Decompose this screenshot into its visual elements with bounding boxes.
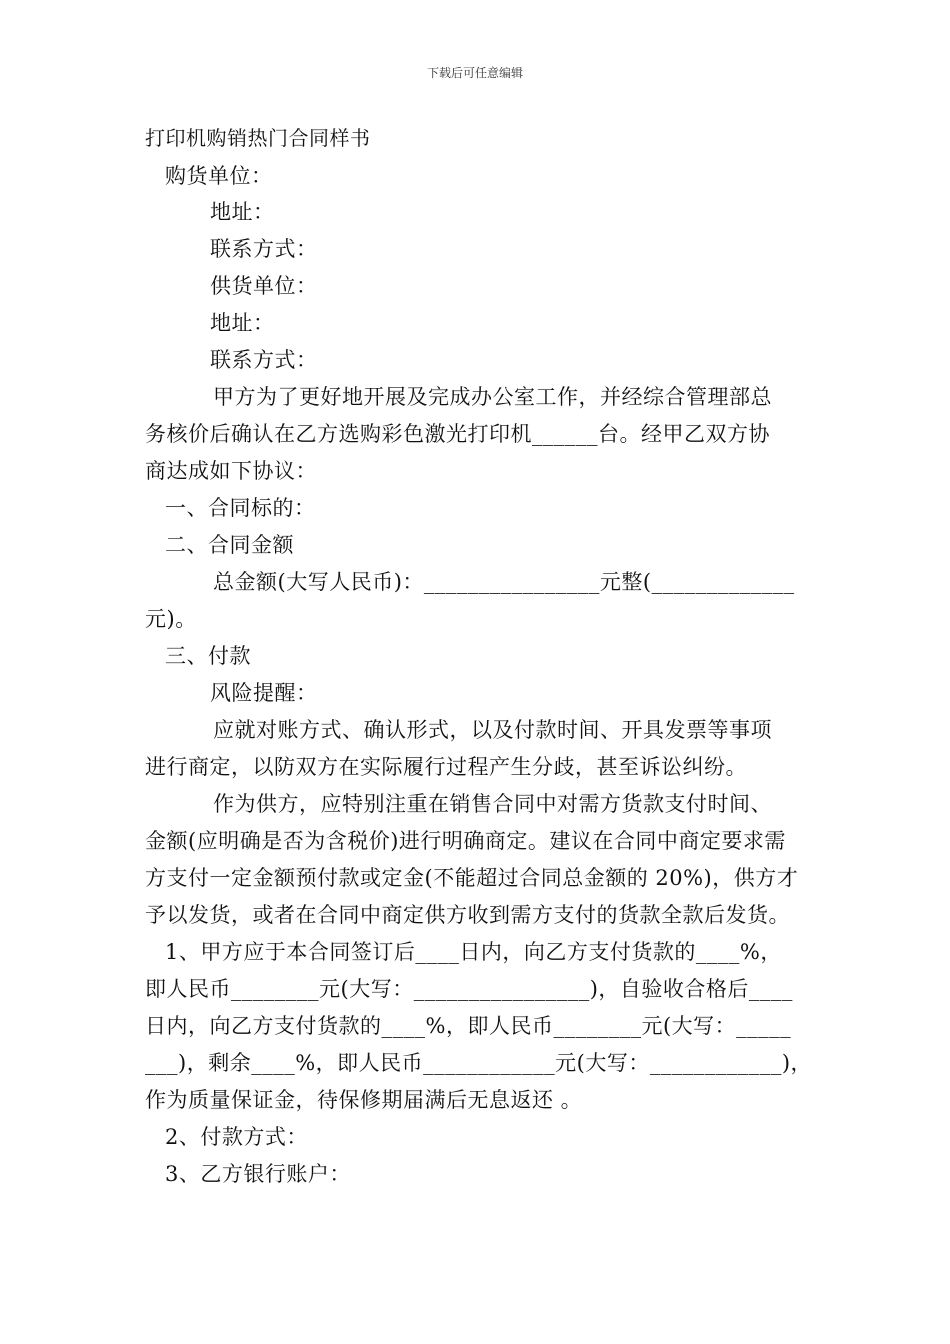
supplier-contact-line: 联系方式： — [210, 348, 318, 372]
supplier-unit-line: 供货单位： — [210, 274, 318, 298]
clause-line: 3、乙方银行账户： — [165, 1162, 351, 1186]
paragraph-line: 应就对账方式、确认形式，以及付款时间、开具发票等事项 — [213, 718, 772, 742]
paragraph-line: 元)。 — [145, 607, 197, 631]
paragraph-line: 务核价后确认在乙方选购彩色激光打印机______台。经甲乙双方协 — [145, 422, 770, 446]
buyer-contact-line: 联系方式： — [210, 237, 318, 261]
paragraph-line: 进行商定，以防双方在实际履行过程产生分歧，甚至诉讼纠纷。 — [145, 755, 747, 779]
clause-line: ___)，剩余____%，即人民币____________元(大写：____________)， — [145, 1051, 813, 1075]
section-heading: 一、合同标的： — [165, 496, 316, 520]
section-heading: 二、合同金额 — [165, 533, 294, 557]
risk-warning-heading: 风险提醒： — [210, 681, 318, 705]
section-heading: 三、付款 — [165, 644, 251, 668]
page-header: 下载后可任意编辑 — [426, 66, 523, 80]
document-title: 打印机购销热门合同样书 — [145, 126, 371, 150]
paragraph-line: 金额(应明确是否为含税价)进行明确商定。建议在合同中商定要求需 — [145, 829, 786, 853]
paragraph-line: 予以发货，或者在合同中商定供方收到需方支付的货款全款后发货。 — [145, 903, 790, 927]
clause-line: 2、付款方式： — [165, 1125, 308, 1149]
supplier-address-line: 地址： — [210, 311, 275, 335]
paragraph-line: 总金额(大写人民币)：________________元整(_____________ — [213, 570, 795, 594]
clause-line: 即人民币________元(大写：________________)，自验收合格后____ — [145, 977, 793, 1001]
paragraph-line: 甲方为了更好地开展及完成办公室工作，并经综合管理部总 — [213, 385, 772, 409]
clause-line: 日内，向乙方支付货款的____%，即人民币________元(大写：_____ — [145, 1014, 792, 1038]
paragraph-line: 商达成如下协议： — [145, 459, 317, 483]
paragraph-line: 方支付一定金额预付款或定金(不能超过合同总金额的 20%)，供方才 — [145, 866, 799, 890]
buyer-unit-line: 购货单位： — [165, 164, 273, 188]
paragraph-line: 作为供方，应特别注重在销售合同中对需方货款支付时间、 — [213, 792, 772, 816]
clause-line: 1、甲方应于本合同签订后____日内，向乙方支付货款的____%， — [165, 940, 782, 964]
clause-line: 作为质量保证金，待保修期届满后无息返还 。 — [145, 1088, 583, 1112]
buyer-address-line: 地址： — [210, 200, 275, 224]
